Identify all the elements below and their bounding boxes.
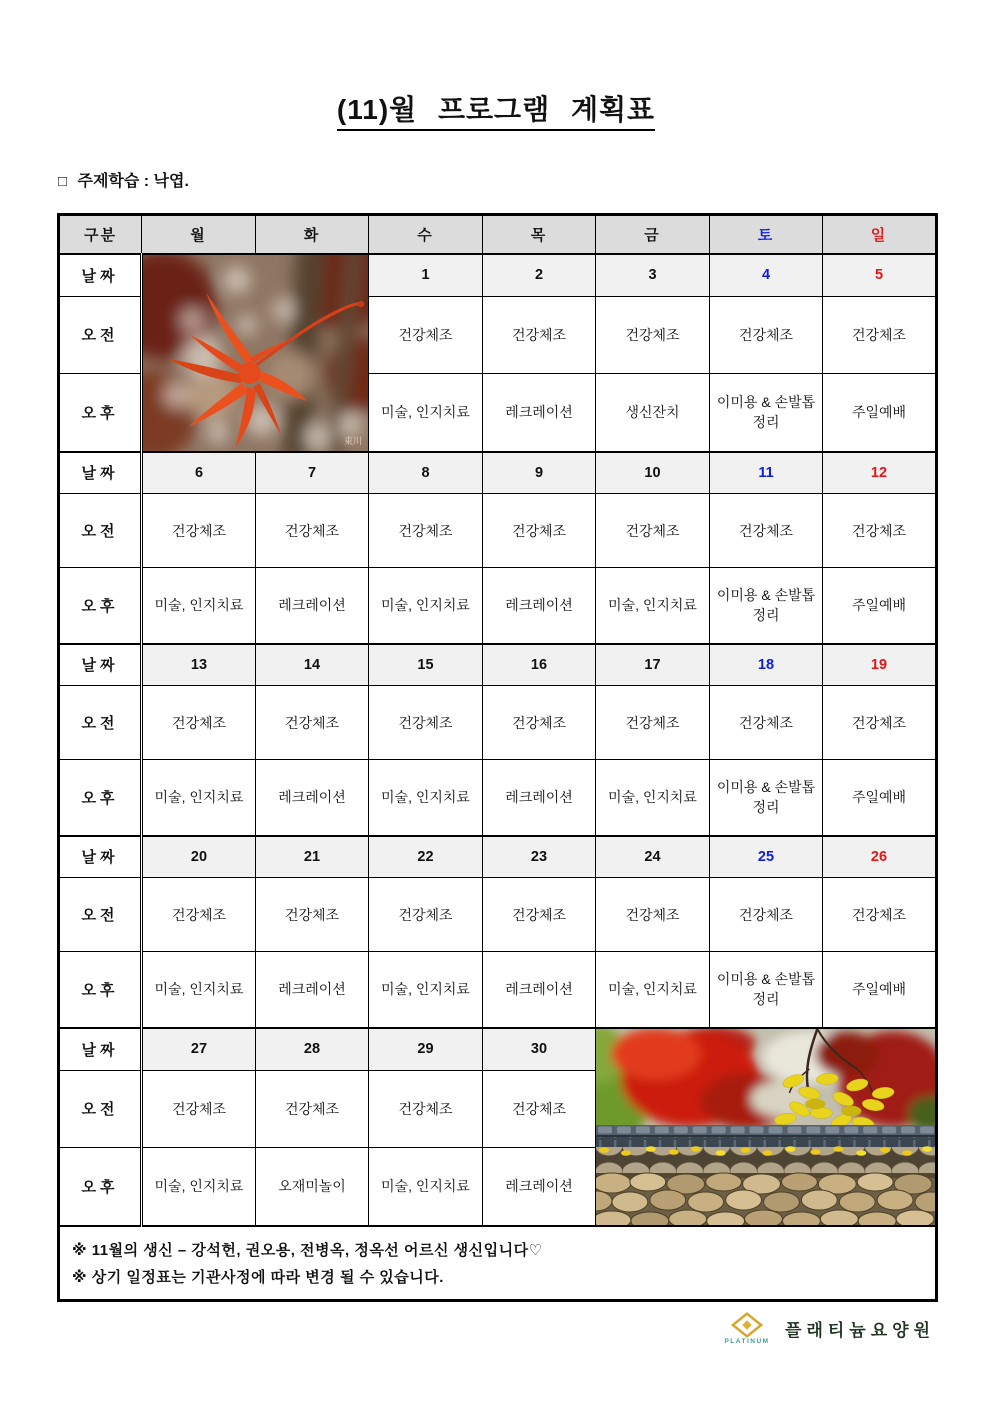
morning-activity-cell: 건강체조: [596, 297, 710, 373]
afternoon-activity-cell: 미술, 인지치료: [369, 373, 483, 451]
date-cell: 16: [483, 644, 596, 686]
morning-activity-cell: 건강체조: [710, 686, 823, 760]
afternoon-activity-cell: 이미용 & 손발톱정리: [710, 952, 823, 1028]
afternoon-activity-cell: 레크레이션: [256, 952, 369, 1028]
program-table: [57, 213, 938, 1302]
note-line: ※ 11월의 생신 – 강석헌, 권오용, 전병옥, 정옥선 어르신 생신입니다♡: [72, 1241, 543, 1259]
date-cell: 13: [142, 644, 256, 686]
date-cell: 19: [823, 644, 937, 686]
date-cell: 2: [483, 254, 596, 297]
week-date-row: [59, 836, 937, 878]
date-cell: 22: [369, 836, 483, 878]
afternoon-activity-cell: 미술, 인지치료: [596, 568, 710, 644]
date-cell: 24: [596, 836, 710, 878]
row-label-date: 날짜: [59, 1028, 142, 1071]
morning-activity-cell: 건강체조: [369, 494, 483, 568]
day-header: 목: [483, 215, 596, 254]
row-label-morning: 오전: [59, 878, 142, 952]
day-header: 금: [596, 215, 710, 254]
afternoon-activity-cell: 레크레이션: [483, 568, 596, 644]
date-cell: 1: [369, 254, 483, 297]
weekday-header-row: [59, 215, 937, 254]
morning-activity-cell: 건강체조: [483, 686, 596, 760]
row-label-afternoon: 오후: [59, 373, 142, 451]
notes-row: [59, 1226, 937, 1301]
morning-activity-cell: 건강체조: [823, 297, 937, 373]
date-cell: 27: [142, 1028, 256, 1071]
afternoon-activity-cell: 미술, 인지치료: [596, 952, 710, 1028]
morning-activity-cell: 건강체조: [256, 1071, 369, 1147]
date-cell: 28: [256, 1028, 369, 1071]
day-header: 화: [256, 215, 369, 254]
row-label-afternoon: 오후: [59, 760, 142, 836]
morning-activity-cell: 건강체조: [596, 494, 710, 568]
row-label-morning: 오전: [59, 686, 142, 760]
afternoon-activity-cell: 미술, 인지치료: [142, 760, 256, 836]
photo-frame: [143, 255, 368, 451]
morning-activity-cell: 건강체조: [823, 494, 937, 568]
afternoon-activity-cell: 이미용 & 손발톱정리: [710, 760, 823, 836]
date-cell: 20: [142, 836, 256, 878]
topic-line: [58, 168, 992, 191]
afternoon-activity-cell: 오재미놀이: [256, 1147, 369, 1225]
row-label-afternoon: 오후: [59, 568, 142, 644]
photo-watermark: 東川: [343, 435, 362, 446]
morning-activity-cell: 건강체조: [142, 1071, 256, 1147]
afternoon-activity-cell: 레크레이션: [483, 1147, 596, 1225]
morning-activity-cell: 건강체조: [256, 494, 369, 568]
date-cell: 21: [256, 836, 369, 878]
afternoon-activity-cell: 미술, 인지치료: [596, 760, 710, 836]
checkbox-icon: □: [58, 173, 68, 190]
row-label-afternoon: 오후: [59, 952, 142, 1028]
afternoon-activity-cell: 레크레이션: [483, 373, 596, 451]
afternoon-activity-cell: 레크레이션: [256, 760, 369, 836]
week-afternoon-row: [59, 760, 937, 836]
morning-activity-cell: 건강체조: [256, 878, 369, 952]
afternoon-activity-cell: 주일예배: [823, 952, 937, 1028]
date-cell: 12: [823, 452, 937, 494]
facility-brand: [0, 1312, 935, 1345]
red-maple-leaf-photo: [142, 254, 369, 452]
morning-activity-cell: 건강체조: [369, 878, 483, 952]
afternoon-activity-cell: 미술, 인지치료: [369, 952, 483, 1028]
brand-caption: PLATINUM: [724, 1337, 770, 1345]
afternoon-activity-cell: 레크레이션: [483, 760, 596, 836]
date-cell: 7: [256, 452, 369, 494]
afternoon-activity-cell: 주일예배: [823, 568, 937, 644]
row-label-date: 날짜: [59, 644, 142, 686]
afternoon-activity-cell: 주일예배: [823, 760, 937, 836]
afternoon-activity-cell: 이미용 & 손발톱정리: [710, 568, 823, 644]
week-afternoon-row: [59, 568, 937, 644]
morning-activity-cell: 건강체조: [710, 878, 823, 952]
morning-activity-cell: 건강체조: [369, 1071, 483, 1147]
date-cell: 18: [710, 644, 823, 686]
week-afternoon-row: [59, 952, 937, 1028]
date-cell: 9: [483, 452, 596, 494]
morning-activity-cell: 건강체조: [483, 1071, 596, 1147]
date-cell: 17: [596, 644, 710, 686]
facility-name: 플래티늄요양원: [785, 1320, 935, 1340]
week-morning-row: [59, 878, 937, 952]
morning-activity-cell: 건강체조: [142, 878, 256, 952]
afternoon-activity-cell: 미술, 인지치료: [142, 1147, 256, 1225]
afternoon-activity-cell: 생신잔치: [596, 373, 710, 451]
morning-activity-cell: 건강체조: [142, 686, 256, 760]
date-cell: 14: [256, 644, 369, 686]
date-cell: 4: [710, 254, 823, 297]
week-date-row: [59, 452, 937, 494]
autumn-wall-photo: [596, 1028, 937, 1226]
morning-activity-cell: 건강체조: [596, 878, 710, 952]
morning-activity-cell: 건강체조: [710, 494, 823, 568]
date-cell: 10: [596, 452, 710, 494]
page-title: (11)월 프로그램 계획표: [337, 94, 655, 131]
week-date-row: [59, 1028, 937, 1071]
week-morning-row: [59, 494, 937, 568]
row-label-date: 날짜: [59, 254, 142, 297]
topic-label: 주제학습 : 낙엽.: [77, 173, 189, 190]
morning-activity-cell: 건강체조: [483, 494, 596, 568]
morning-activity-cell: 건강체조: [369, 686, 483, 760]
afternoon-activity-cell: 미술, 인지치료: [369, 1147, 483, 1225]
day-header: 일: [823, 215, 937, 254]
photo-frame: [596, 1029, 935, 1225]
afternoon-activity-cell: 레크레이션: [483, 952, 596, 1028]
note-line: ※ 상기 일정표는 기관사정에 따라 변경 될 수 있습니다.: [72, 1268, 444, 1286]
row-label-date: 날짜: [59, 836, 142, 878]
morning-activity-cell: 건강체조: [596, 686, 710, 760]
row-label-morning: 오전: [59, 297, 142, 373]
morning-activity-cell: 건강체조: [823, 878, 937, 952]
afternoon-activity-cell: 주일예배: [823, 373, 937, 451]
corner-header: 구분: [59, 215, 142, 254]
afternoon-activity-cell: 이미용 & 손발톱정리: [710, 373, 823, 451]
afternoon-activity-cell: 미술, 인지치료: [142, 568, 256, 644]
row-label-afternoon: 오후: [59, 1147, 142, 1225]
notes-cell: [59, 1226, 937, 1301]
date-cell: 30: [483, 1028, 596, 1071]
date-cell: 29: [369, 1028, 483, 1071]
row-label-date: 날짜: [59, 452, 142, 494]
day-header: 토: [710, 215, 823, 254]
afternoon-activity-cell: 미술, 인지치료: [142, 952, 256, 1028]
week-date-row: [59, 644, 937, 686]
day-header: 수: [369, 215, 483, 254]
week-date-row: [59, 254, 937, 297]
date-cell: 8: [369, 452, 483, 494]
date-cell: 11: [710, 452, 823, 494]
morning-activity-cell: 건강체조: [142, 494, 256, 568]
day-header: 월: [142, 215, 256, 254]
morning-activity-cell: 건강체조: [369, 297, 483, 373]
date-cell: 26: [823, 836, 937, 878]
row-label-morning: 오전: [59, 494, 142, 568]
row-label-morning: 오전: [59, 1071, 142, 1147]
date-cell: 6: [142, 452, 256, 494]
platinum-logo: [719, 1312, 775, 1345]
afternoon-activity-cell: 미술, 인지치료: [369, 760, 483, 836]
afternoon-activity-cell: 미술, 인지치료: [369, 568, 483, 644]
date-cell: 23: [483, 836, 596, 878]
afternoon-activity-cell: 레크레이션: [256, 568, 369, 644]
date-cell: 5: [823, 254, 937, 297]
morning-activity-cell: 건강체조: [483, 297, 596, 373]
morning-activity-cell: 건강체조: [483, 878, 596, 952]
diamond-logo-icon: [730, 1312, 764, 1338]
date-cell: 3: [596, 254, 710, 297]
morning-activity-cell: 건강체조: [256, 686, 369, 760]
date-cell: 15: [369, 644, 483, 686]
morning-activity-cell: 건강체조: [710, 297, 823, 373]
morning-activity-cell: 건강체조: [823, 686, 937, 760]
date-cell: 25: [710, 836, 823, 878]
week-morning-row: [59, 686, 937, 760]
